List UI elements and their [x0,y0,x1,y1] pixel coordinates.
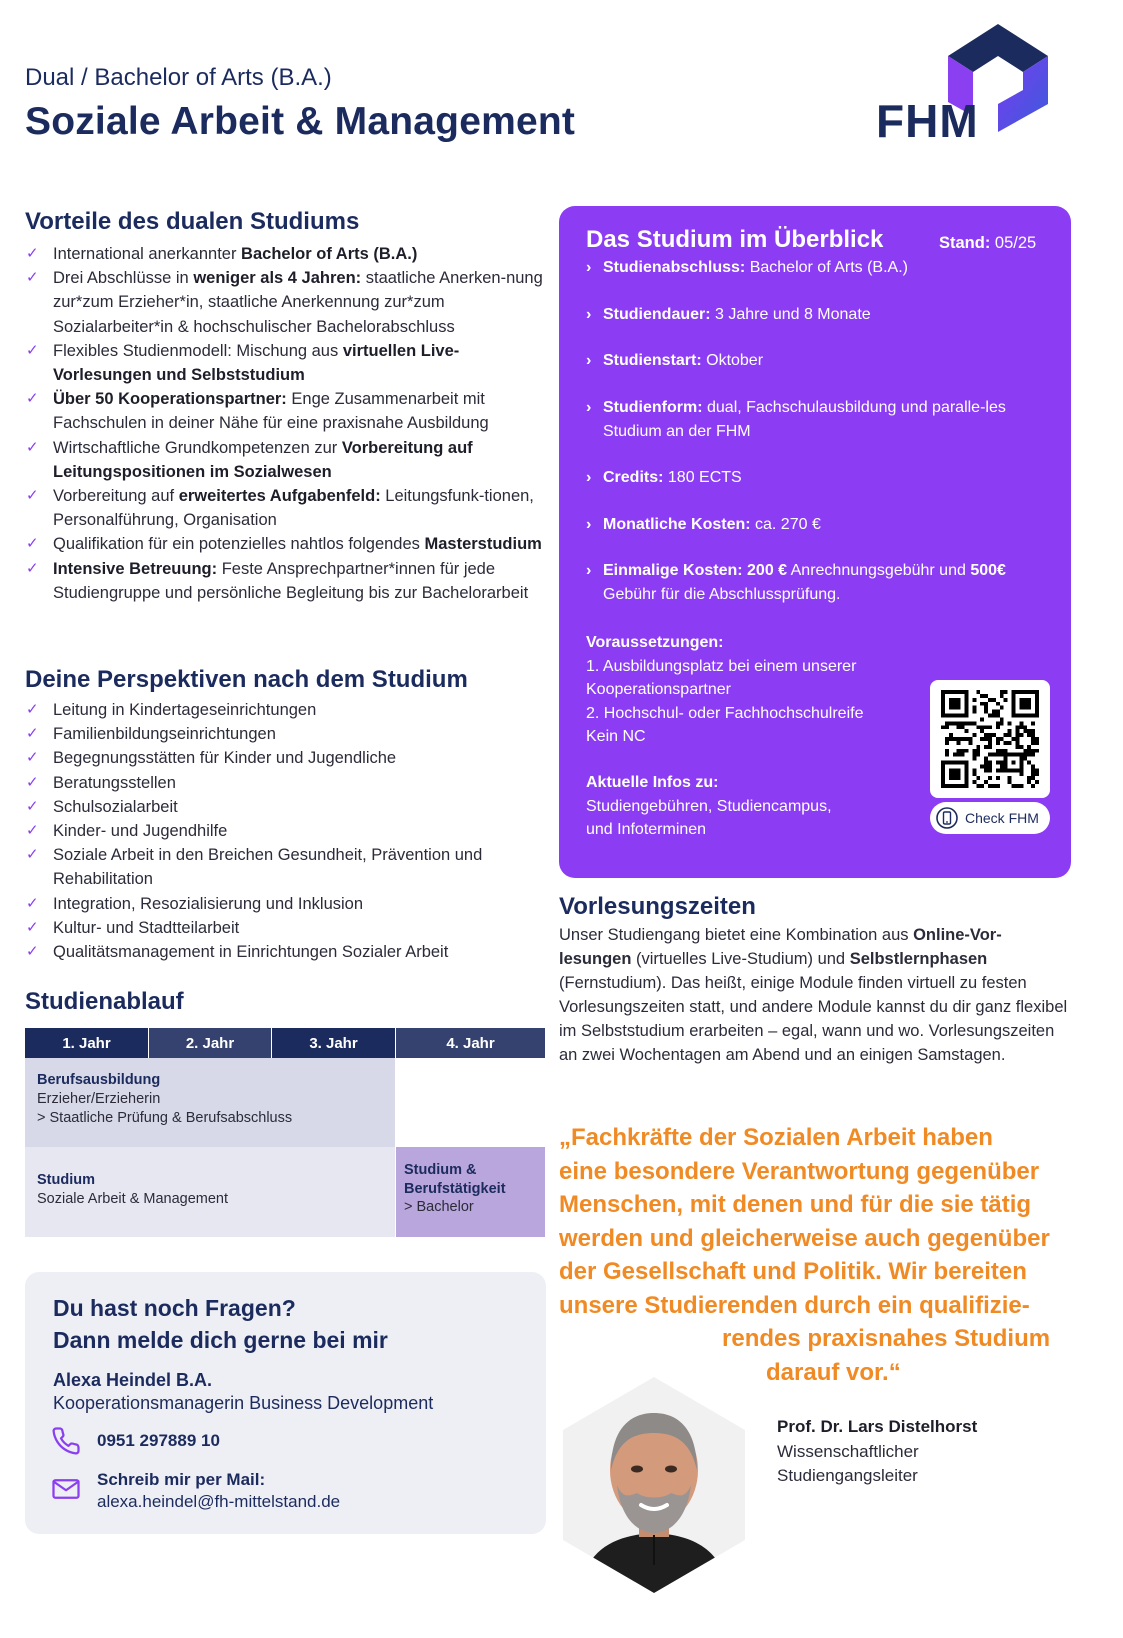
bachelor-line: > Bachelor [404,1199,474,1215]
bachelor-title: Studium & Berufstätigkeit [404,1162,506,1197]
contact-mail-label: Schreib mir per Mail: [97,1470,266,1489]
overview-item [586,396,1036,444]
quote-line-3: Menschen, mit denen und für die sie tätig [559,1191,1032,1218]
overview-item [586,256,1036,280]
vorteile-item-text: Drei Abschlüsse in [53,269,194,288]
quote-line-8: darauf vor.“ [766,1358,901,1386]
qr-code[interactable] [930,680,1050,798]
year-4-header: 4. Jahr [396,1028,545,1058]
vorteile-item [25,557,545,605]
program-subtitle: Dual / Bachelor of Arts (B.A.) [25,64,332,91]
vorteile-heading: Vorteile des dualen Studiums [25,208,360,235]
overview-item-label: Studienabschluss: [603,259,746,276]
vorteile-item-text: Vorbereitung auf [53,487,179,506]
berufsausbildung-line2: > Staatliche Prüfung & Berufsabschluss [37,1110,293,1126]
quote-line-6: unsere Studierenden durch ein qualifizie- [559,1291,1030,1319]
chevron-right-icon: › [586,352,592,369]
vorlesungszeiten-section [559,893,1071,1067]
overview-item [586,349,1036,373]
overview-item-value: 3 Jahre und 8 Monate [710,305,871,323]
phone-device-icon [936,807,958,829]
year-3-header: 3. Jahr [272,1028,395,1058]
checkmark-icon: ✓ [26,341,39,359]
contact-mail-row[interactable] [51,1470,340,1512]
checkmark-icon: ✓ [26,894,39,912]
chevron-right-icon: › [586,398,592,416]
overview-item [586,559,1036,607]
perspektiven-item-text: Begegnungsstätten für Kinder und Jugendliche [53,749,397,768]
perspektiven-item [25,819,545,843]
perspektiven-item-text: Kinder- und Jugendhilfe [53,822,228,841]
requirement-2: 2. Hochschul- oder Fachhochschulreife [586,704,864,722]
perspektiven-item [25,771,545,795]
contact-email[interactable]: alexa.heindel@fh-mittelstand.de [97,1492,341,1511]
checkmark-icon: ✓ [26,749,39,767]
vorlesung-text-1: Unser Studiengang bietet eine Kombination aus [559,926,914,944]
perspektiven-item-text: Qualitätsmanagement in Einrichtungen Sozialer Arbeit [53,943,449,962]
chevron-right-icon: › [586,562,592,579]
overview-stand-label: Stand: [939,234,991,252]
professor-portrait [559,1375,749,1595]
vorteile-item [25,266,545,339]
vorlesung-bold-1: Online-Vor-lesungen [559,926,1002,968]
page-title: Soziale Arbeit & Management [25,100,576,143]
chevron-right-icon: › [586,515,592,533]
vorteile-item-rest: Leitungsfunk-tionen, Personalführung, Organisation [53,487,534,530]
overview-box [559,206,1071,878]
vorlesung-bold-2: Selbstlernphasen [849,950,988,968]
vorteile-item [25,387,545,435]
checkmark-icon: ✓ [26,535,39,553]
vorteile-item-bold: Bachelor of Arts (B.A.) [241,245,418,263]
overview-item-label: Einmalige Kosten: 200 € [603,562,788,579]
perspektiven-item-text: Leitung in Kindertageseinrichtungen [53,701,317,719]
perspektiven-item [25,746,545,770]
vorteile-item-rest: Feste Ansprechpartner*innen für jede Studiengruppe und persönliche Begleitung bis zur Bachelorarbeit [53,559,529,602]
berufsausbildung-title: Berufsausbildung [37,1072,161,1088]
phone-icon [51,1426,81,1456]
overview-title: Das Studium im Überblick [586,226,884,253]
perspektiven-item [25,698,545,722]
checkmark-icon: ✓ [26,918,39,936]
checkmark-icon: ✓ [26,390,39,408]
vorteile-item-bold: Intensive Betreuung: [53,559,218,578]
overview-item-value: Anrechnungsgebühr und [787,562,971,579]
aktuelle-infos-line1: Studiengebühren, Studiencampus, [586,797,832,815]
quote-line-1: „Fachkräfte der Sozialen Arbeit haben [559,1124,993,1151]
checkmark-icon: ✓ [26,701,39,718]
vorteile-item-text: Qualifikation für ein potenzielles nahtlos folgendes [53,535,425,554]
professor-title-2: Studiengangsleiter [777,1466,918,1485]
perspektiven-item-text: Beratungsstellen [53,773,176,792]
contact-name: Alexa Heindel B.A. [53,1370,213,1390]
vorteile-list [25,242,545,605]
perspektiven-heading: Deine Perspektiven nach dem Studium [25,666,468,693]
studium-block [25,1147,395,1237]
quote [559,1121,1071,1389]
overview-stand [939,234,1036,253]
vorteile-item-rest: staatliche Anerken-nung zur*zum Erzieher*in, staatliche Anerkennung zur*zum Sozialarbeiter*in & hochschulischer Bachelorabschluss [53,269,543,336]
vorteile-item-text: International anerkannter [53,245,242,263]
perspektiven-item-text: Schulsozialarbeit [53,797,178,816]
professor-title-1: Wissenschaftlicher [777,1441,919,1461]
vorteile-item-bold: Masterstudium [424,535,542,554]
quote-line-2: eine besondere Verantwortung gegenüber [559,1157,1040,1185]
overview-item-label: Studienstart: [603,352,702,369]
vorteile-item-bold: Über 50 Kooperationspartner: [53,390,287,409]
aktuelle-infos-heading: Aktuelle Infos zu: [586,774,719,791]
overview-item [586,513,1036,537]
overview-item [586,303,1036,327]
vorlesung-text-3: (Fernstudium). Das heißt, einige Module finden virtuell zu festen Vorlesungszeiten statt, und andere Module kannst du dir ganz flexibel im Selbststudium erarbeiten – egal, wann und wo. Vorlesungszeiten an zwei Wochentagen am Abend und an einigen Samstagen. [559,974,1068,1064]
quote-line-4: werden und gleicherweise auch gegenüber [559,1224,1050,1252]
requirement-3: Kein NC [586,728,646,745]
vorteile-item-text: Wirtschaftliche Grundkompetenzen zur [53,438,342,457]
check-fhm-label: Check FHM [965,810,1039,826]
vorteile-item-bold: erweitertes Aufgabenfeld: [178,487,381,506]
contact-heading-2: Dann melde dich gerne bei mir [53,1327,388,1353]
checkmark-icon: ✓ [26,846,39,864]
overview-item-label: Studienform: [603,398,703,416]
quote-line-7: rendes praxisnahes Studium [722,1325,1051,1352]
requirements [586,631,916,749]
vorteile-item [25,484,545,532]
vorlesung-text-2: (virtuelles Live-Studium) und [631,950,850,968]
vorteile-item-rest: Enge Zusammenarbeit mit Fachschulen in deiner Nähe für eine praxisnahe Ausbildung [53,390,489,433]
contact-heading-1: Du hast noch Fragen? [53,1295,296,1321]
perspektiven-section [25,666,545,964]
fhm-logo-text: FHM [876,95,979,147]
checkmark-icon: ✓ [26,269,39,287]
berufsausbildung-line1: Erzieher/Erzieherin [37,1091,161,1107]
year-1-header: 1. Jahr [25,1028,148,1058]
checkmark-icon: ✓ [26,797,39,815]
overview-item-tail: Gebühr für die Abschlussprüfung. [603,586,841,603]
perspektiven-item [25,795,545,819]
overview-item-value: dual, Fachschulausbildung und paralle-les Studium an der FHM [603,398,1006,440]
perspektiven-item-text: Kultur- und Stadtteilarbeit [53,918,240,937]
vorteile-item [25,436,545,484]
qr-code-icon [940,690,1040,788]
studium-line: Soziale Arbeit & Management [37,1191,229,1207]
vorteile-item-text: Flexibles Studienmodell: Mischung aus [53,341,343,360]
studienablauf-section [25,988,546,1244]
chevron-right-icon: › [586,305,592,323]
vorteile-item-bold: Vorbereitung auf Leitungspositionen im Sozialwesen [53,438,473,481]
professor-info [777,1415,977,1489]
vorteile-item-bold: virtuellen Live-Vorlesungen und Selbststudium [53,341,460,385]
overview-stand-value: 05/25 [990,234,1037,252]
vorteile-item-bold: weniger als 4 Jahren: [193,269,362,288]
checkmark-icon: ✓ [26,943,39,961]
bachelor-block [396,1147,545,1237]
contact-box [25,1272,546,1534]
perspektiven-item [25,940,545,964]
overview-item-value: 180 ECTS [663,469,742,486]
requirements-heading: Voraussetzungen: [586,634,724,651]
overview-item-value: Bachelor of Arts (B.A.) [745,259,908,276]
vorteile-item [25,339,545,387]
check-fhm-button[interactable] [930,802,1050,834]
vorteile-section [25,208,545,605]
vorlesungszeiten-text [559,923,1071,1067]
perspektiven-item [25,892,545,916]
professor-name: Prof. Dr. Lars Distelhorst [777,1417,978,1436]
contact-phone-row[interactable] [51,1426,220,1456]
overview-item-label: Credits: [603,469,664,486]
overview-item-label-2: 500€ [970,562,1006,579]
overview-item-value: Oktober [701,352,764,369]
perspektiven-item [25,722,545,746]
vorteile-item [25,242,545,266]
overview-item-label: Monatliche Kosten: [603,515,751,533]
studienablauf-timeline [25,1028,546,1244]
requirement-1: 1. Ausbildungsplatz bei einem unserer Kooperationspartner [586,657,857,698]
overview-item-value: ca. 270 € [750,515,821,533]
mail-icon [51,1474,81,1504]
checkmark-icon: ✓ [26,245,39,262]
studium-title: Studium [37,1172,95,1188]
perspektiven-item-text: Integration, Resozialisierung und Inklusion [53,894,364,913]
perspektiven-item-text: Soziale Arbeit in den Breichen Gesundheit, Prävention und Rehabilitation [53,846,483,889]
checkmark-icon: ✓ [26,773,39,791]
vorlesungszeiten-heading: Vorlesungszeiten [559,893,756,920]
fhm-logo[interactable] [876,18,1102,147]
checkmark-icon: ✓ [26,559,39,577]
aktuelle-infos [586,771,916,842]
perspektiven-item [25,916,545,940]
overview-item-label: Studiendauer: [603,305,711,323]
perspektiven-list [25,698,545,964]
perspektiven-item-text: Familienbildungseinrichtungen [53,725,276,744]
berufsausbildung-block [25,1058,395,1147]
quote-line-5: der Gesellschaft und Politik. Wir bereiten [559,1258,1027,1285]
vorteile-item [25,532,545,556]
perspektiven-item [25,843,545,891]
year-2-header: 2. Jahr [149,1028,271,1058]
aktuelle-infos-line2: und Infoterminen [586,821,707,838]
checkmark-icon: ✓ [26,725,39,743]
checkmark-icon: ✓ [26,487,39,505]
studienablauf-heading: Studienablauf [25,988,184,1015]
chevron-right-icon: › [586,469,592,486]
checkmark-icon: ✓ [26,822,39,840]
contact-role: Kooperationsmanagerin Business Development [53,1393,434,1413]
chevron-right-icon: › [586,259,592,276]
contact-phone[interactable]: 0951 297889 10 [97,1431,220,1450]
overview-item [586,466,1036,490]
overview-list [586,256,1036,607]
checkmark-icon: ✓ [26,438,39,456]
